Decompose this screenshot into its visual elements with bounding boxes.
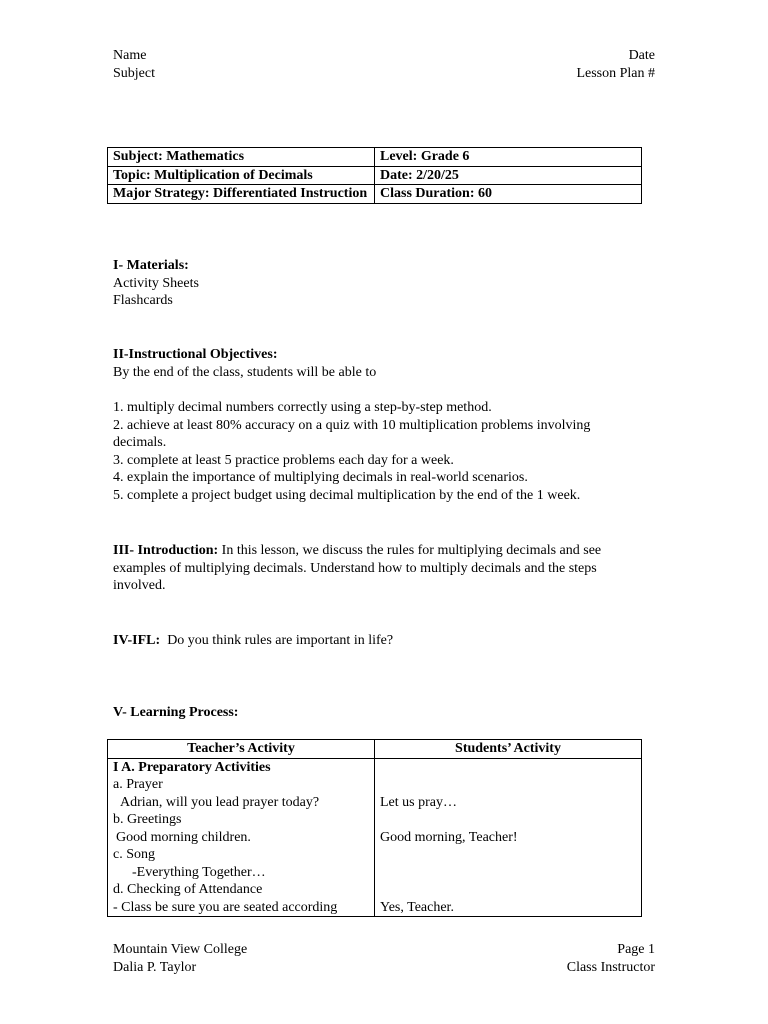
lesson-plan-label: Lesson Plan # xyxy=(576,66,655,81)
teacher-line: Adrian, will you lead prayer today? xyxy=(120,794,320,810)
objective-item: 2. achieve at least 80% accuracy on a quiz with 10 multiplication problems involving decimals. xyxy=(113,417,591,450)
ifl-section xyxy=(113,632,643,650)
teacher-line: Good morning children. xyxy=(116,829,251,845)
ifl-text: Do you think rules are important in life? xyxy=(160,633,394,648)
materials-heading: I- Materials: xyxy=(113,258,189,273)
objectives-intro: By the end of the class, students will be able to xyxy=(113,364,377,380)
student-activity-cell xyxy=(375,758,642,917)
materials-section xyxy=(113,257,643,310)
objective-item: 3. complete at least 5 practice problems each day for a week. xyxy=(113,452,454,468)
student-line: Yes, Teacher. xyxy=(380,899,454,915)
teacher-activity-header: Teacher’s Activity xyxy=(108,740,375,759)
teacher-line: b. Greetings xyxy=(113,812,182,827)
subject-cell: Subject: Mathematics xyxy=(108,148,375,167)
strategy-cell: Major Strategy: Differentiated Instruction xyxy=(108,185,375,204)
teacher-line: d. Checking of Attendance xyxy=(113,882,263,897)
date-cell: Date: 2/20/25 xyxy=(375,166,642,185)
duration-cell: Class Duration: 60 xyxy=(375,185,642,204)
teacher-line: c. Song xyxy=(113,847,155,862)
objectives-section xyxy=(113,346,643,381)
objective-item: 4. explain the importance of multiplying decimals in real-world scenarios. xyxy=(113,470,528,485)
footer-college: Mountain View College xyxy=(113,942,248,957)
objective-item: 1. multiply decimal numbers correctly using a step-by-step method. xyxy=(113,400,492,415)
ifl-heading: IV-IFL: xyxy=(113,633,161,648)
teacher-activity-cell xyxy=(108,758,375,917)
learning-process-heading: V- Learning Process: xyxy=(113,705,239,720)
learning-process-table xyxy=(107,739,642,917)
student-activity-header: Students’ Activity xyxy=(375,740,642,759)
objectives-list xyxy=(113,399,643,504)
introduction-section xyxy=(113,542,643,595)
introduction-heading: III- Introduction: xyxy=(113,543,219,558)
subject-label: Subject xyxy=(113,66,155,81)
student-line: Good morning, Teacher! xyxy=(380,829,518,845)
teacher-line: a. Prayer xyxy=(113,777,163,792)
materials-item: Activity Sheets xyxy=(113,275,199,291)
footer-role: Class Instructor xyxy=(566,960,655,975)
teacher-line: -Everything Together… xyxy=(132,864,266,880)
name-label: Name xyxy=(113,48,147,63)
footer-instructor-name: Dalia P. Taylor xyxy=(113,960,197,975)
teacher-line: - Class be sure you are seated according xyxy=(113,899,338,915)
objectives-heading: II-Instructional Objectives: xyxy=(113,347,278,362)
lesson-info-table xyxy=(107,147,642,204)
introduction-text: In this lesson, we discuss the rules for multiplying decimals and see examples of multiplying decimals. Understand how to multiply decimals and the steps involved. xyxy=(113,543,602,593)
footer-page-number: Page 1 xyxy=(617,942,655,957)
level-cell: Level: Grade 6 xyxy=(375,148,642,167)
date-label: Date xyxy=(628,48,655,63)
objective-item: 5. complete a project budget using decimal multiplication by the end of the 1 week. xyxy=(113,487,581,503)
preparatory-heading: I A. Preparatory Activities xyxy=(113,759,271,775)
student-line: Let us pray… xyxy=(380,794,457,810)
topic-cell: Topic: Multiplication of Decimals xyxy=(108,166,375,185)
materials-item: Flashcards xyxy=(113,293,173,308)
